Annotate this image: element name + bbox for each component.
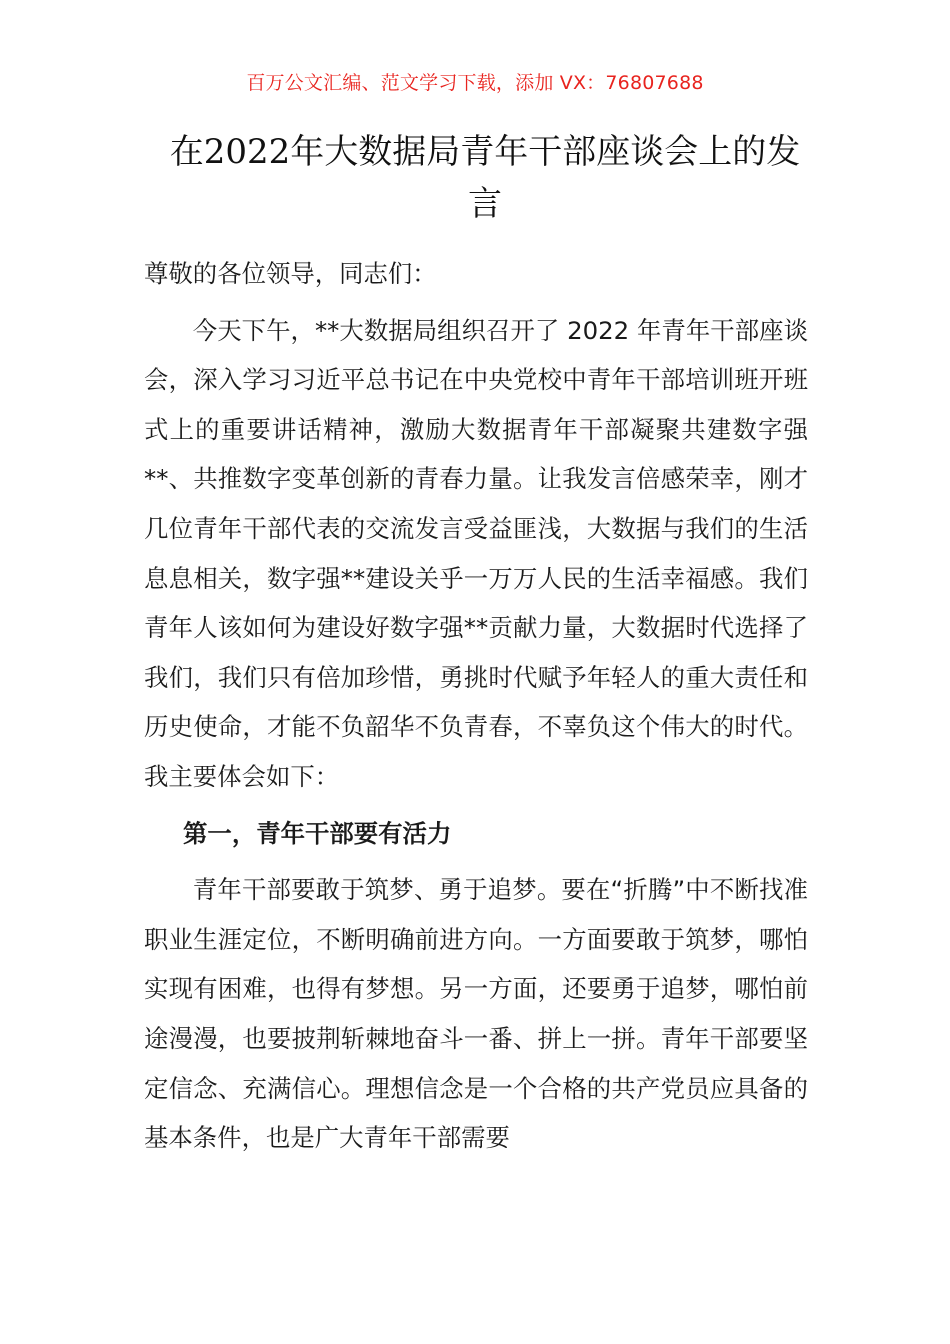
section-heading-1: 第一，青年干部要有活力 bbox=[183, 818, 452, 848]
title-rest: 年大数据局青年干部座谈会上的发言 bbox=[290, 132, 801, 224]
intro-paragraph: 今天下午，**大数据局组织召开了 2022 年青年干部座谈会，深入学习习近平总书记在中央党校中青年干部培训班开班式上的重要讲话精神，激励大数据青年干部凝聚共建数字强**、共推数字变革创新的青春力量。让我发言倍感荣幸，刚才几位青年干部代表的交流发言受益匪浅，大数据与我们的生活息息相关，数字强**建设关乎一万万人民的生活幸福感。我们青年人该如何为建设好数字强**贡献力量，大数据时代选择了我们，我们只有倍加珍惜，勇挑时代赋予年轻人的重大责任和历史使命，才能不负韶华不负青春，不辜负这个伟大的时代。我主要体会如下： bbox=[144, 315, 808, 791]
title-year: 2022 bbox=[203, 132, 291, 172]
document-body bbox=[144, 249, 808, 1163]
title-prefix: 在 bbox=[169, 132, 204, 172]
salutation: 尊敬的各位领导，同志们： bbox=[144, 259, 437, 288]
document-title bbox=[160, 126, 810, 230]
section-1-paragraph: 青年干部要敢于筑梦、勇于追梦。要在“折腾”中不断找准职业生涯定位，不断明确前进方向。一方面要敢于筑梦，哪怕实现有困难，也得有梦想。另一方面，还要勇于追梦，哪怕前途漫漫，也要披荆斩棘地奋斗一番、拼上一拼。青年干部要坚定信念、充满信心。理想信念是一个合格的共产党员应具备的基本条件，也是广大青年干部需要 bbox=[144, 875, 808, 1153]
watermark-banner: 百万公文汇编、范文学习下载，添加 VX：76807688 bbox=[246, 72, 704, 94]
